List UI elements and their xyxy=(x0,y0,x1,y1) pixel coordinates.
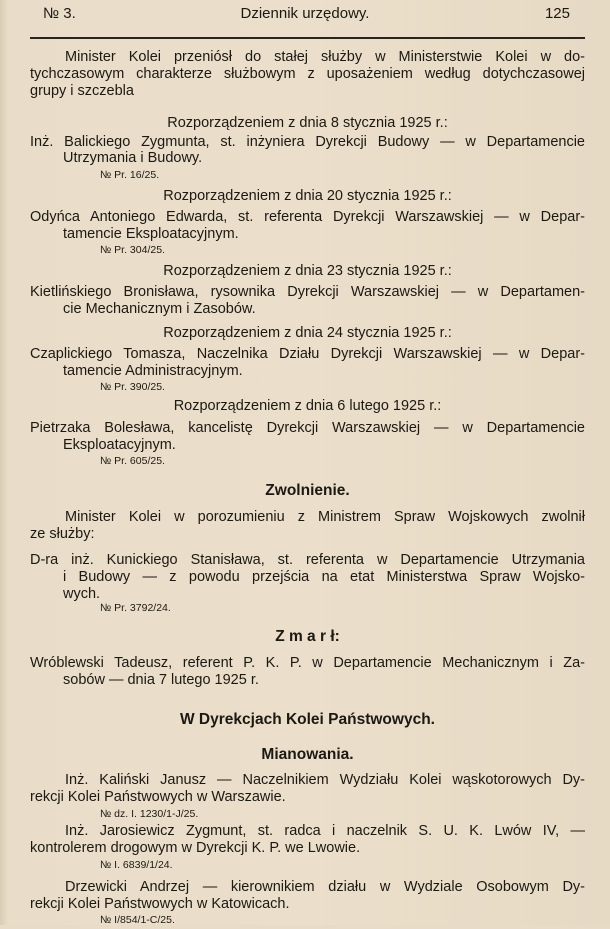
reference-number: № Pr. 390/25. xyxy=(100,381,165,393)
paragraph-line: Minister Kolei przeniósł do stałej służby w Ministerstwie Kolei w do- xyxy=(65,49,585,65)
entry-line: D-ra inż. Kunickiego Stanisława, st. referenta w Departamencie Utrzymania xyxy=(30,552,585,568)
section-heading: Zwolnienie. xyxy=(265,482,350,499)
entry-line: Wróblewski Tadeusz, referent P. K. P. w Departamencie Mechanicznym i Za- xyxy=(30,655,585,671)
entry-line: sobów — dnia 7 lutego 1925 r. xyxy=(63,672,259,688)
entry-line: Inż. Balickiego Zygmunta, st. inżyniera Dyrekcji Budowy — w Departamencie xyxy=(30,134,585,150)
paragraph-line: Inż. Kaliński Janusz — Naczelnikiem Wydziału Kolei wąskotorowych Dy- xyxy=(65,772,585,788)
entry-line: Utrzymania i Budowy. xyxy=(63,150,203,166)
paragraph-line: grupy i szczebla xyxy=(30,83,134,99)
reference-number: № Pr. 3792/24. xyxy=(100,602,171,614)
decree-heading: Rozporządzeniem z dnia 24 stycznia 1925 r.: xyxy=(163,325,452,341)
paragraph-line: ze służby: xyxy=(30,526,95,542)
entry-line: tamencie Eksploatacyjnym. xyxy=(63,226,239,242)
paragraph-line: rekcji Kolei Państwowych w Katowicach. xyxy=(30,896,290,912)
reference-number: № Pr. 16/25. xyxy=(100,169,160,181)
entry-line: Pietrzaka Bolesława, kancelistę Dyrekcji Warszawskiej — w Departamencie xyxy=(30,420,585,436)
section-heading: Z m a r ł: xyxy=(275,628,340,645)
entry-line: cie Mechanicznym i Zasobów. xyxy=(63,301,256,317)
decree-heading: Rozporządzeniem z dnia 20 stycznia 1925 r.: xyxy=(163,188,452,204)
reference-number: № I/854/1-C/25. xyxy=(100,914,175,926)
paragraph-line: rekcji Kolei Państwowych w Warszawie. xyxy=(30,789,286,805)
entry-line: Kietlińskiego Bronisława, rysownika Dyrekcji Warszawskiej — w Departamen- xyxy=(30,284,585,300)
entry-line: Czaplickiego Tomasza, Naczelnika Działu Dyrekcji Warszawskiej — w Depar- xyxy=(30,346,585,362)
paragraph-line: kontrolerem drogowym w Dyrekcji K. P. we Lwowie. xyxy=(30,840,361,856)
journal-title: Dziennik urzędowy. xyxy=(240,5,370,22)
decree-heading: Rozporządzeniem z dnia 8 stycznia 1925 r.: xyxy=(167,115,448,131)
section-heading: W Dyrekcjach Kolei Państwowych. xyxy=(180,711,435,728)
entry-line: Eksploatacyjnym. xyxy=(63,437,176,453)
entry-line: wych. xyxy=(63,586,101,602)
paragraph-line: Inż. Jarosiewicz Zygmunt, st. radca i naczelnik S. U. K. Lwów IV, — xyxy=(65,823,585,839)
decree-heading: Rozporządzeniem z dnia 23 stycznia 1925 r.: xyxy=(163,263,452,279)
entry-line: tamencie Administracyjnym. xyxy=(63,363,243,379)
reference-number: № I. 6839/1/24. xyxy=(100,859,173,871)
paragraph-line: Minister Kolei w porozumieniu z Ministrem Spraw Wojskowych zwolnił xyxy=(65,509,585,525)
entry-line: i Budowy — z powodu przejścia na etat Ministerstwa Spraw Wojsko- xyxy=(63,569,585,585)
decree-heading: Rozporządzeniem z dnia 6 lutego 1925 r.: xyxy=(173,398,442,414)
paragraph-line: tychczasowym charakterze służbowym z uposażeniem według dotychczasowej xyxy=(30,66,585,82)
entry-line: Odyńca Antoniego Edwarda, st. referenta Dyrekcji Warszawskiej — w Depar- xyxy=(30,209,585,225)
reference-number: № dz. I. 1230/1-J/25. xyxy=(100,808,199,820)
issue-number: № 3. xyxy=(43,5,76,22)
header-rule xyxy=(30,37,585,39)
page-number: 125 xyxy=(544,5,570,22)
reference-number: № Pr. 605/25. xyxy=(100,455,165,467)
section-heading: Mianowania. xyxy=(261,746,354,763)
paragraph-line: Drzewicki Andrzej — kierownikiem działu w Wydziale Osobowym Dy- xyxy=(65,879,585,895)
reference-number: № Pr. 304/25. xyxy=(100,244,165,256)
